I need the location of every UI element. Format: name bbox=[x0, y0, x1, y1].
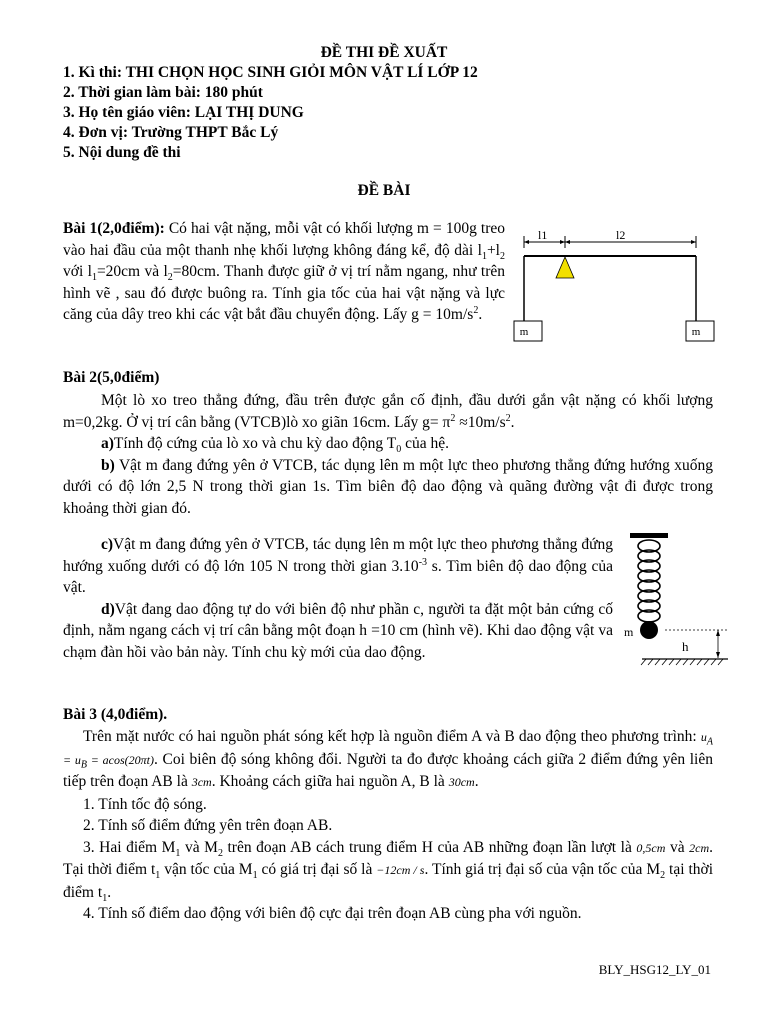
mass-ball-label: m bbox=[624, 625, 634, 639]
mass-right-label: m bbox=[691, 326, 701, 338]
label-l1: l1 bbox=[538, 228, 548, 242]
header-line-2: 2. Thời gian làm bài: 180 phút bbox=[63, 84, 263, 101]
bai3-heading: Bài 3 (4,0điểm). bbox=[63, 706, 168, 723]
spring-figure bbox=[620, 530, 730, 670]
bai3-text: Trên mặt nước có hai nguồn phát sóng kết hợp là nguồn điểm A và B dao động theo phương trình: $u_A = u_B = acos(20\pi t)$. Coi biên độ sóng không đổi. Người ta đo được khoảng cách giữa 2 điểm đứng yên liên tiếp trên đoạn AB là 3cm. Khoảng cách giữa hai nguồn A, B là 30cm. 1. Tính tốc độ sóng. 2. Tính số điểm đứng yên trên đoạn AB. 3. Hai điểm $M_1$ và $M_2$ trên đoạn AB cách trung điểm H của AB những đoạn lần lượt là 0,5cm và 2cm. Tại thời điểm $t_1$ vận tốc của $M_1$ có giá trị đại số là −12cm / s. Tính giá trị đại số của vận tốc của $M_2$ tại thời điểm $t_1$. 4. Tính số điểm dao động với biên độ cực đại trên đoạn AB cùng pha với nguồn. bbox=[63, 726, 713, 925]
ceiling-support bbox=[630, 533, 668, 538]
bai2-heading: Bài 2(5,0điểm) bbox=[63, 369, 160, 386]
bai2-intro: Một lò xo treo thẳng đứng, đầu trên được gắn cố định, đầu dưới gắn vật nặng có khối lượng m=0,2kg. Ở vị trí cân bằng (VTCB)lò xo giãn 16cm. Lấy $g= \pi^2 \approx 10m/s^2$. a)Tính độ cứng của lò xo và chu kỳ dao động $T_0$ của hệ. b) Vật m đang đứng yên ở VTCB, tác dụng lên m một lực theo phương thẳng đứng hướng xuống dưới có độ lớn 2,5 N trong thời gian 1s. Tìm biên độ dao động và quãng đường vật đi được trong khoảng thời gian đó. bbox=[63, 392, 713, 517]
header-line-4: 4. Đơn vị: Trường THPT Bắc Lý bbox=[63, 124, 279, 141]
bai2-b-label: b) bbox=[101, 456, 115, 474]
label-l2: l2 bbox=[616, 228, 626, 242]
exam-title: ĐỀ THI ĐỀ XUẤT bbox=[320, 44, 448, 61]
header-line-5: 5. Nội dung đề thi bbox=[63, 144, 181, 161]
bai1-heading: Bài 1(2,0điểm): bbox=[63, 220, 165, 237]
height-label: h bbox=[682, 639, 689, 654]
header-line-3: 3. Họ tên giáo viên: LẠI THỊ DUNG bbox=[63, 104, 304, 121]
bai2-cd: c)Vật m đang đứng yên ở VTCB, tác dụng lên m một lực theo phương thẳng đứng hướng xuống dưới có độ lớn 105 N trong thời gian $3.10^{-3}$ s. Tìm biên độ dao động của vật. d)Vật đang dao động tự do với biên độ như phần c, người ta đặt một bản cứng cố định, nằm ngang cách vị trí cân bằng một đoạn h =10 cm (hình vẽ). Khi dao động vật va chạm đàn hồi vào bản này. Tính chu kỳ mới của dao động. bbox=[63, 536, 613, 661]
document-code: BLY_HSG12_LY_01 bbox=[598, 962, 711, 977]
bai2-d-label: d) bbox=[101, 600, 115, 618]
spring-coil bbox=[638, 540, 660, 622]
lever-figure bbox=[512, 226, 720, 352]
bai3-item-2: 2. Tính số điểm đứng yên trên đoạn AB. bbox=[83, 817, 333, 834]
header-line-1: 1. Kì thi: THI CHỌN HỌC SINH GIỎI MÔN VẬT LÍ LỚP 12 bbox=[63, 64, 478, 81]
section-title: ĐỀ BÀI bbox=[357, 182, 411, 199]
bai2-a-label: a) bbox=[101, 435, 114, 452]
bai3-item-4: 4. Tính số điểm dao động với biên độ cực đại trên đoạn AB cùng pha với nguồn. bbox=[83, 905, 582, 922]
bai1-text: Bài 1(2,0điểm): Có hai vật nặng, mỗi vật có khối lượng m = 100g treo vào hai đầu của một thanh nhẹ khối lượng không đáng kể, độ dài $l_1+l_2$ với $l_1=20cm$ và $l_2=80cm$. Thanh được giữ ở vị trí nằm ngang, như trên hình vẽ , sau đó được buông ra. Tính gia tốc của hai vật nặng và lực căng của dây treo khi các vật bắt đầu chuyển động. Lấy $g = 10m/s^2$. bbox=[63, 220, 505, 323]
mass-left-label: m bbox=[519, 326, 529, 338]
mass-ball bbox=[640, 621, 658, 639]
bai3-item-1: 1. Tính tốc độ sóng. bbox=[83, 795, 207, 813]
pivot-triangle bbox=[556, 257, 574, 278]
bai2-c-label: c) bbox=[101, 536, 114, 553]
